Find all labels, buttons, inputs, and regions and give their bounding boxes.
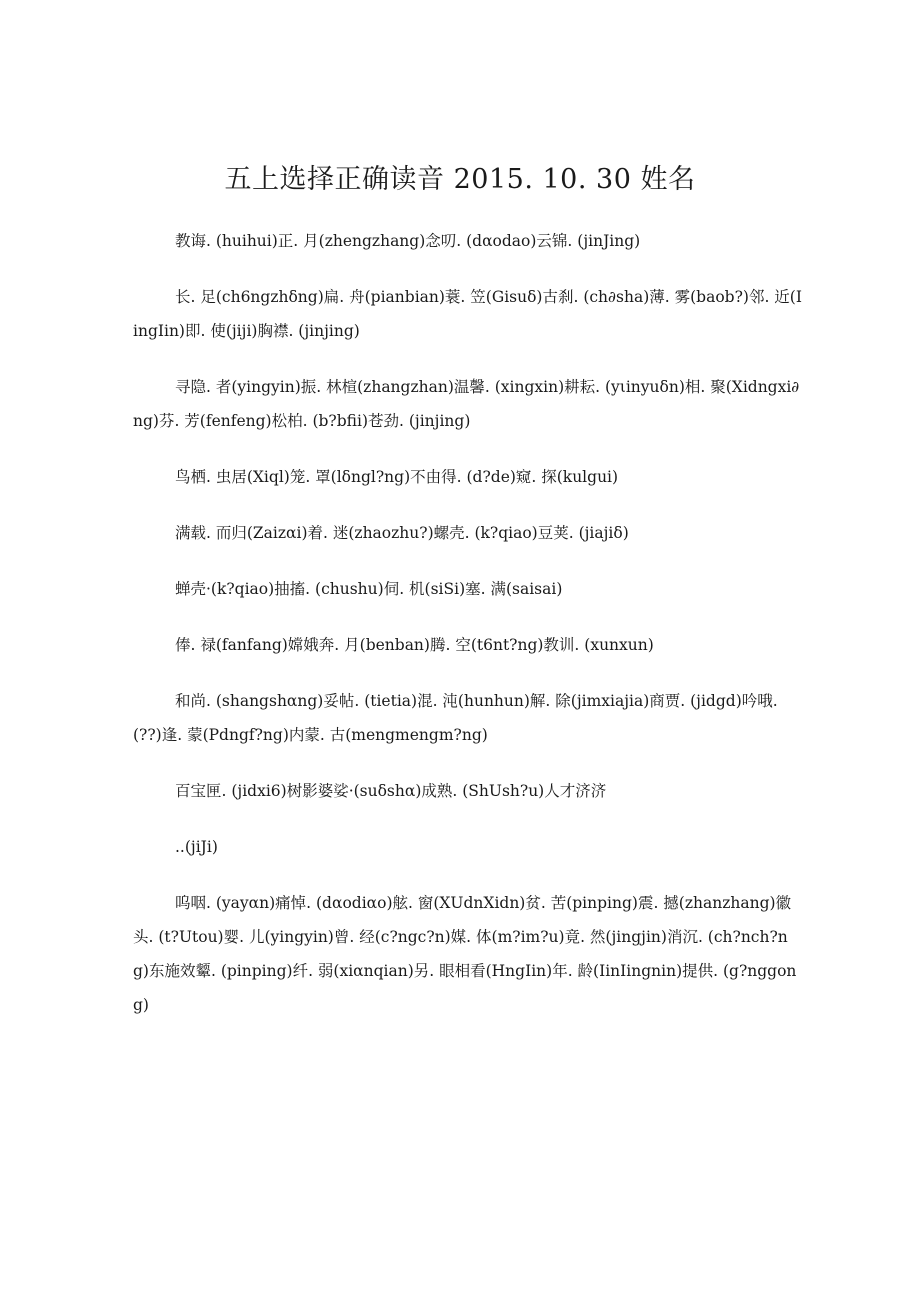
paragraph-7: 俸. 禄(fanfang)嫦娥奔. 月(benban)腾. 空(t6nt?ng)教训. (xunxun) <box>175 636 654 654</box>
paragraph-8: 和尚. (shangshαng)妥帖. (tietia)混. 沌(hunhun)解. 除(jimxiajia)商贾. (jidgd)吟哦. (??)逢. 蒙(Pdngf?ng)内蒙. 古(mengmengm?ng) <box>133 692 778 744</box>
paragraph-4: 鸟栖. 虫居(Xiql)笼. 罩(lδngl?ng)不由得. (d?de)窥. 探(kulgui) <box>175 468 619 486</box>
paragraph-10: ..(jiJi) <box>175 838 218 856</box>
paragraph-6: 蝉壳·(k?qiao)抽搐. (chushu)伺. 机(siSi)塞. 满(saisai) <box>175 580 563 598</box>
paragraph-2: 长. 足(ch6ngzhδng)扁. 舟(pianbian)蓑. 笠(Gisuδ)古刹. (ch∂sha)薄. 雾(baob?)邻. 近(IingIin)即. 使(jiji)胸襟. (jinjing) <box>133 288 802 340</box>
paragraph-1: 教诲. (huihui)正. 月(zhengzhang)念叨. (dαodao)云锦. (jinJing) <box>175 232 641 250</box>
paragraph-3: 寻隐. 者(yingyin)振. 林楦(zhangzhan)温馨. (xingxin)耕耘. (yιinyuδn)相. 聚(Xidngxi∂ng)芬. 芳(fenfeng)松柏. (b?bfii)苍劲. (jinjing) <box>133 378 800 430</box>
paragraph-11: 呜咽. (yayαn)痛悼. (dαodiαo)舷. 窗(XUdnXidn)贫. 苦(pinping)震. 撼(zhanzhang)徽头. (t?Utou)婴. 儿(yingyin)曾. 经(c?ngc?n)媒. 体(m?im?u)竟. 然(jingjin)消沉. (ch?nch?ng)东施效颦. (pinping)纤. 弱(xiαnqian)另. 眼相看(HngIin)年. 龄(IinIingnin)提供. (g?nggong) <box>133 894 797 1014</box>
paragraph-9: 百宝匣. (jidxi6)树影婆娑·(suδshα)成熟. (ShUsh?u)人才济济 <box>175 782 607 800</box>
paragraph-5: 满载. 而归(Zaizαi)着. 迷(zhaozhu?)螺壳. (k?qiao)豆荚. (jiajiδ) <box>175 524 629 542</box>
page-title: 五上选择正确读音 2015. 10. 30 姓名 <box>224 164 696 195</box>
document-body <box>133 224 803 1044</box>
